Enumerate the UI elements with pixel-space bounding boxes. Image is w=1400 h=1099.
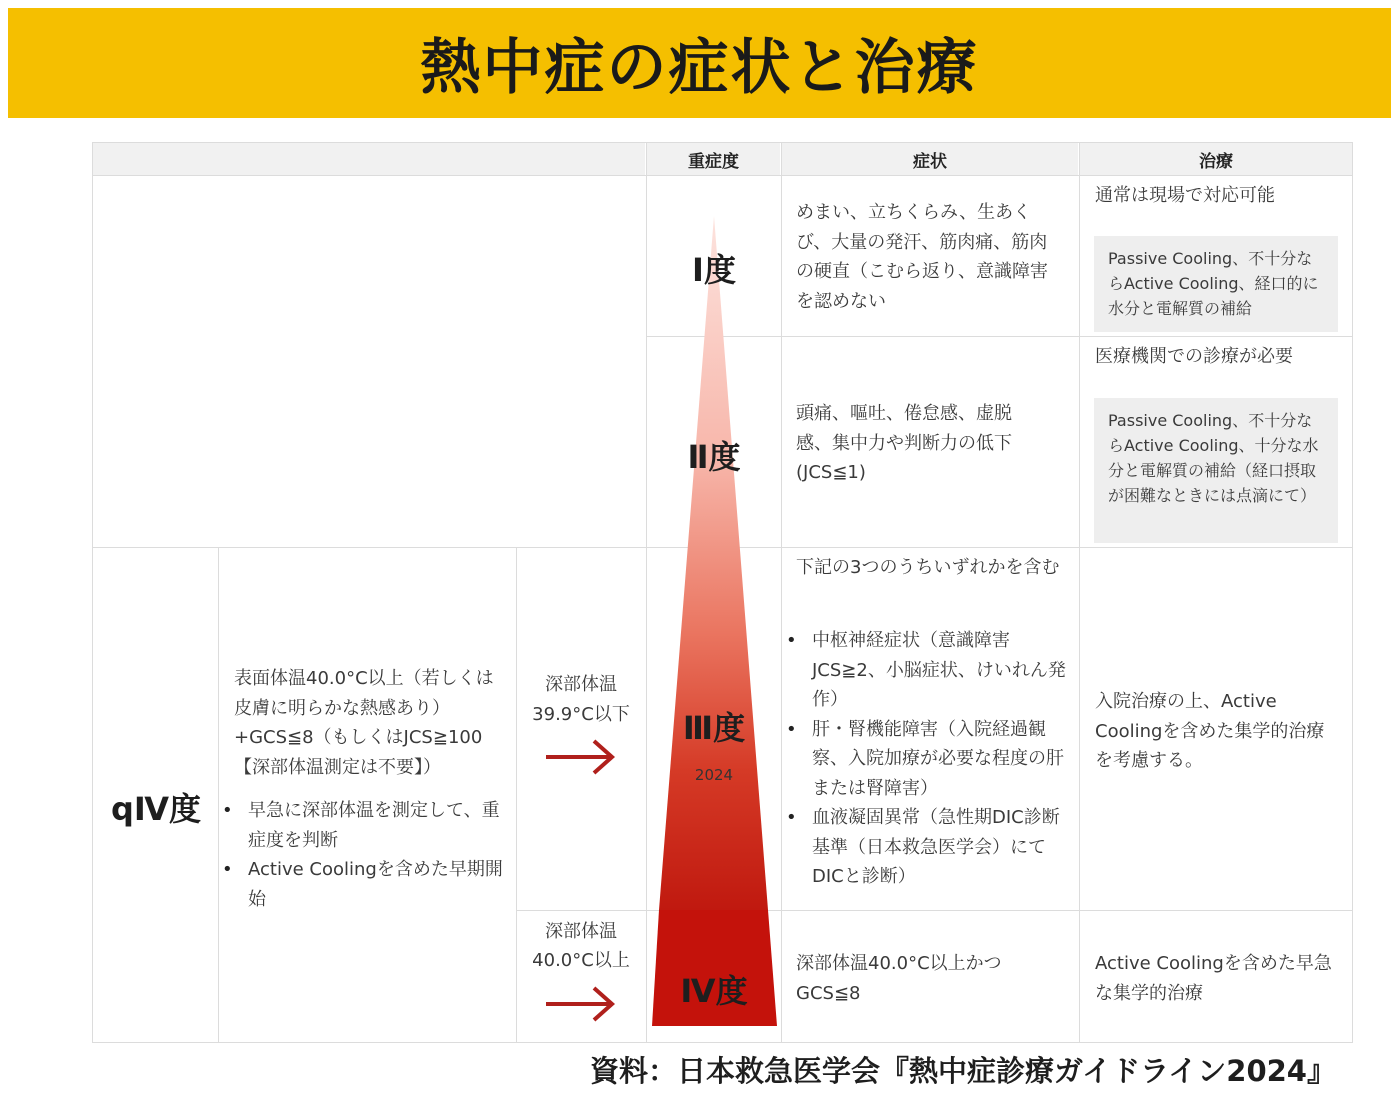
grade-1-label: Ⅰ度 — [692, 251, 736, 289]
list-item: • 血液凝固異常（急性期DIC診断基準（日本救急医学会）にてDICと診断） — [786, 803, 1068, 892]
grade-4-threshold-line2: 40.0°C以上 — [532, 950, 630, 971]
table-border-right — [1352, 142, 1353, 1043]
guideline-year: 2024 — [694, 766, 734, 784]
arrow-right-icon — [546, 738, 618, 776]
header-grade: 重症度 — [647, 143, 780, 175]
list-item: • Active Coolingを含めた早期開始 — [222, 855, 504, 914]
page-title: 熱中症の症状と治療 — [420, 33, 979, 103]
list-item: • 中枢神経症状（意識障害JCS≧2、小脳症状、けいれん発作） — [786, 626, 1068, 715]
grade-4-threshold-line1: 深部体温 — [545, 921, 617, 942]
col-divider-criteria — [516, 547, 517, 1043]
grade-2-treatment-detail: Passive Cooling、不十分ならActive Cooling、十分な水分と電解質の補給（経口摂取が困難なときには点滴にて） — [1094, 398, 1338, 543]
grade-3-symptoms-intro: 下記の3つのうちいずれかを含む — [796, 557, 1060, 578]
grade-1-treatment-title: 通常は現場で対応可能 — [1095, 185, 1275, 206]
grade-4-symptoms: 深部体温40.0°C以上かつGCS≦8 — [796, 953, 1002, 1004]
row-divider-3 — [516, 910, 1353, 911]
table-border-left — [92, 142, 93, 1043]
list-item: • 肝・腎機能障害（入院経過観察、入院加療が必要な程度の肝または腎障害） — [786, 715, 1068, 804]
grade-3-label: Ⅲ度 — [682, 709, 746, 747]
table-border-bottom — [92, 1042, 1353, 1043]
grade-1-treatment-detail: Passive Cooling、不十分ならActive Cooling、経口的に水分と電解質の補給 — [1094, 236, 1338, 332]
grade-4-treatment: Active Coolingを含めた早急な集学的治療 — [1095, 953, 1332, 1004]
list-item: • 早急に深部体温を測定して、重症度を判断 — [222, 796, 504, 855]
grade-3-treatment: 入院治療の上、Active Coolingを含めた集学的治療を考慮する。 — [1095, 691, 1325, 771]
title-banner — [8, 8, 1391, 118]
grade-4-label: Ⅳ度 — [680, 972, 748, 1010]
header-symptoms: 症状 — [782, 143, 1078, 175]
q4-label: qⅣ度 — [110, 790, 202, 828]
col-divider-treatment — [1079, 142, 1080, 1043]
grade-2-treatment-title: 医療機関での診療が必要 — [1095, 346, 1293, 367]
grade-3-symptoms-list — [786, 626, 1068, 892]
severity-triangle — [647, 176, 780, 1042]
arrow-right-icon — [546, 985, 618, 1023]
grade-2-symptoms: 頭痛、嘔吐、倦怠感、虚脱感、集中力や判断力の低下(JCS≦1) — [796, 403, 1012, 483]
q4-actions — [222, 796, 504, 914]
col-divider-symptoms — [781, 142, 782, 1043]
source-citation: 資料：日本救急医学会『熱中症診療ガイドライン2024』 — [590, 1054, 1336, 1088]
header-blank — [93, 143, 645, 175]
grade-3-threshold-line1: 深部体温 — [545, 674, 617, 695]
table-border-top — [92, 142, 1353, 143]
grade-2-label: Ⅱ度 — [687, 438, 741, 476]
grade-3-threshold-line2: 39.9°C以下 — [532, 704, 630, 725]
col-divider-q4 — [218, 547, 219, 1043]
grade-1-symptoms: めまい、立ちくらみ、生あくび、大量の発汗、筋肉痛、筋肉の硬直（こむら返り、意識障害を認めない — [796, 202, 1048, 312]
header-treatment: 治療 — [1080, 143, 1352, 175]
severity-gradient — [659, 216, 768, 910]
q4-criteria: 表面体温40.0°C以上（若しくは皮膚に明らかな熱感あり）+GCS≦8（もしくはJCS≧100【深部体温測定は不要】） — [234, 668, 494, 778]
